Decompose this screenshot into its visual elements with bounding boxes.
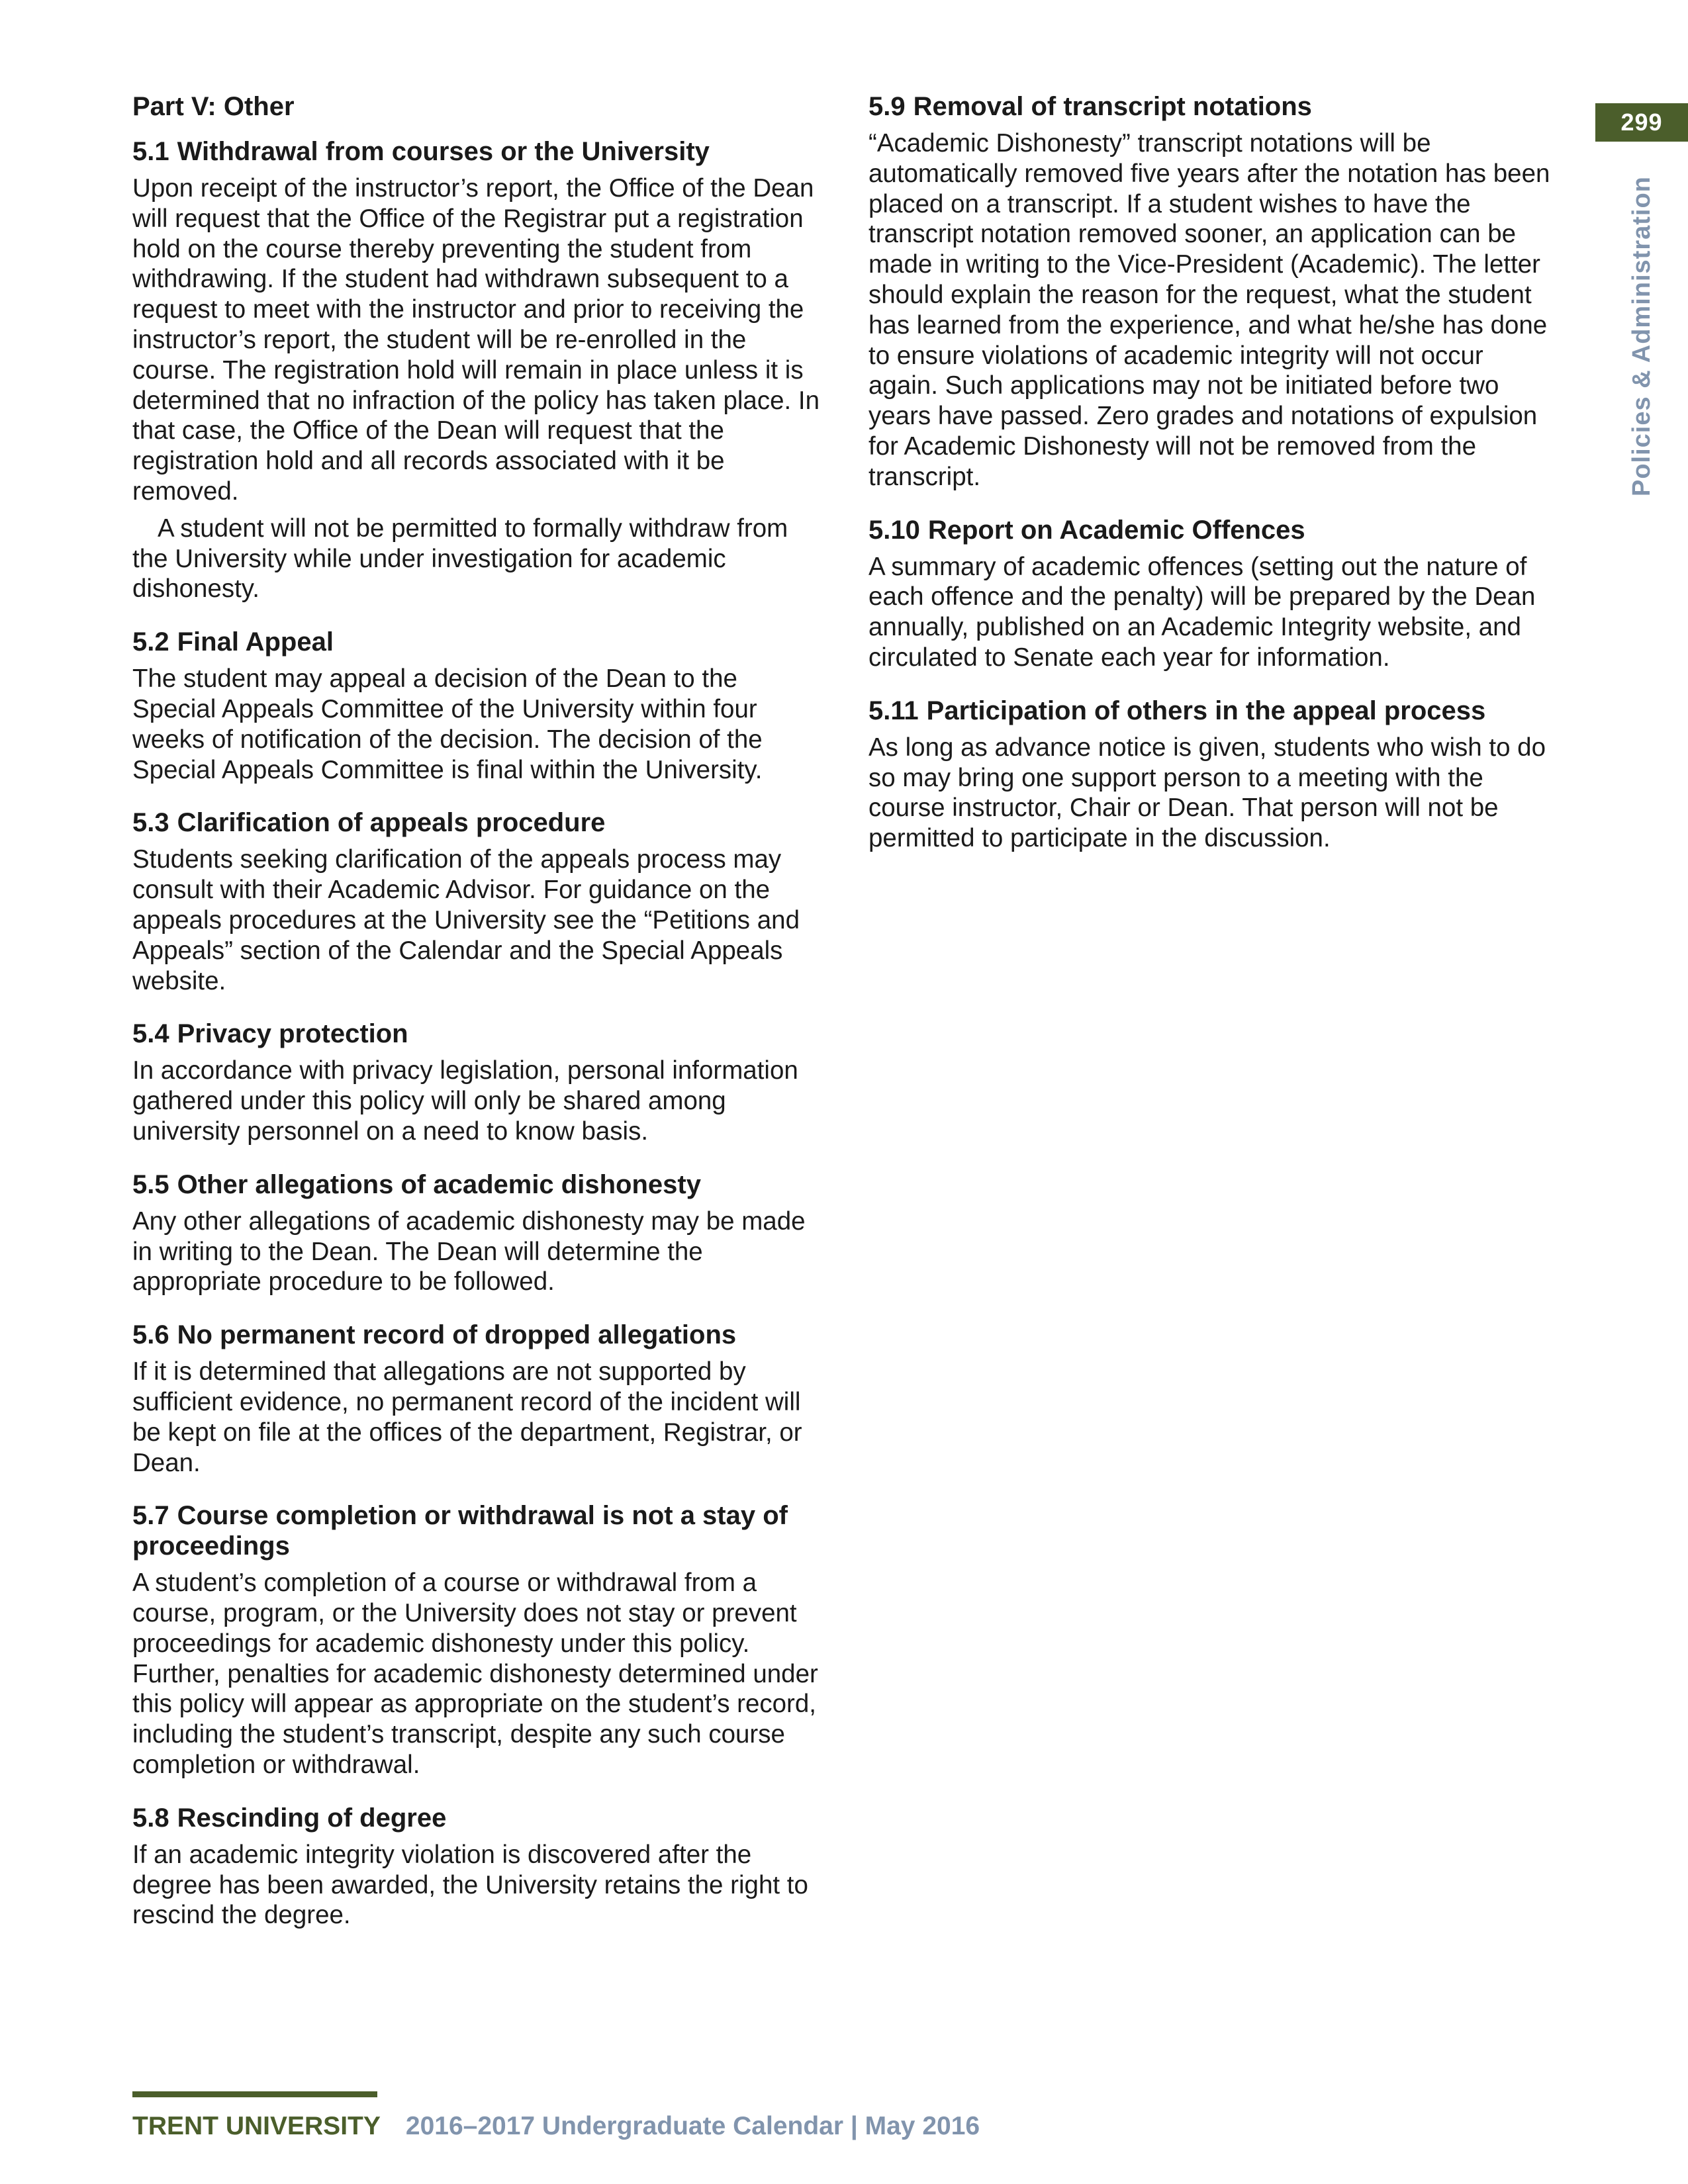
section-title: Report on Academic Offences	[927, 515, 1305, 545]
section-number: 5.9	[868, 92, 906, 121]
paragraph: A student will not be permitted to formally withdraw from the University while under investigation for academic dishonesty.	[132, 514, 788, 604]
section-title: Participation of others in the appeal process	[926, 696, 1486, 725]
footer-calendar: 2016–2017 Undergraduate Calendar | May 2016	[405, 2112, 980, 2140]
paragraph: A student’s completion of a course or withdrawal from a course, program, or the University does not stay or prevent proceedings for academic dishonesty under this policy. Further, penalties for academic dishonesty determined under this policy will appear as appropriate on the student’s record, including the student’s transcript, despite any such course completion or withdrawal.	[132, 1569, 818, 1780]
paragraph: In accordance with privacy legislation, personal information gathered under this policy will only be shared among university personnel on a need to know basis.	[132, 1056, 798, 1146]
section-heading	[868, 515, 1557, 545]
paragraph: If an academic integrity violation is discovered after the degree has been awarded, the University retains the right to rescind the degree.	[132, 1840, 808, 1930]
part-title: Part V: Other	[132, 92, 295, 121]
paragraph: “Academic Dishonesty” transcript notations will be automatically removed five years after the notation has been placed on a transcript. If a student wishes to have the transcript notation removed sooner, an application can be made in writing to the Vice-President (Academic). The letter should explain the reason for the request, what the student has learned from the experience, and what he/she has done to ensure violations of academic integrity will not occur again. Such applications may not be initiated before two years have passed. Zero grades and notations of expulsion for Academic Dishonesty will not be removed from the transcript.	[868, 129, 1550, 491]
section-title: Removal of transcript notations	[913, 92, 1312, 121]
section-heading	[132, 1803, 821, 1833]
section-heading	[132, 1019, 821, 1049]
section-number: 5.1	[132, 137, 169, 166]
section-heading	[868, 91, 1557, 122]
footer	[132, 2111, 980, 2142]
section-title: Clarification of appeals procedure	[177, 808, 606, 838]
section-5-3	[132, 807, 821, 996]
paragraph: Any other allegations of academic dishonesty may be made in writing to the Dean. The Dean will determine the appropriate procedure to be followed.	[132, 1206, 806, 1297]
section-heading	[132, 1320, 821, 1350]
section-number: 5.8	[132, 1803, 169, 1833]
section-number: 5.10	[868, 515, 920, 545]
section-title: Final Appeal	[177, 627, 334, 657]
paragraph: Students seeking clarification of the appeals process may consult with their Academic Advisor. For guidance on the appeals procedures at the University see the “Petitions and Appeals” section of the Calendar and the Special Appeals website.	[132, 845, 800, 995]
section-number: 5.6	[132, 1320, 169, 1350]
paragraph: Upon receipt of the instructor’s report, the Office of the Dean will request that the Office of the Registrar put a registration hold on the course thereby preventing the student from withdrawing. If the student had withdrawn subsequent to a request to meet with the instructor and prior to receiving the instructor’s report, the student will be re-enrolled in the course. The registration hold will remain in place unless it is determined that no infraction of the policy has taken place. In that case, the Office of the Dean will request that the registration hold and all records associated with it be removed.	[132, 174, 820, 506]
paragraph: As long as advance notice is given, students who wish to do so may bring one support person to a meeting with the course instructor, Chair or Dean. That person will not be permitted to participate in the discussion.	[868, 733, 1546, 853]
section-title: No permanent record of dropped allegations	[177, 1320, 737, 1350]
section-title: Rescinding of degree	[177, 1803, 447, 1833]
section-heading	[132, 136, 821, 167]
section-number: 5.4	[132, 1019, 169, 1049]
paragraph: The student may appeal a decision of the Dean to the Special Appeals Committee of the University within four weeks of notification of the decision. The decision of the Special Appeals Committee is final within the University.	[132, 664, 763, 784]
section-5-9	[868, 91, 1557, 492]
left-column	[132, 91, 821, 1953]
paragraph: A summary of academic offences (setting out the nature of each offence and the penalty) will be prepared by the Dean annually, published on an Academic Integrity website, and circulated to Senate each year for information.	[868, 552, 1536, 672]
section-number: 5.2	[132, 627, 169, 657]
section-5-4	[132, 1019, 821, 1146]
section-5-1	[132, 136, 821, 604]
section-5-7	[132, 1500, 821, 1780]
section-heading	[132, 807, 821, 838]
page-number-badge: 299	[1595, 103, 1688, 142]
section-5-8	[132, 1803, 821, 1931]
section-side-label: Policies & Administration	[1628, 176, 1656, 496]
footer-university: TRENT UNIVERSITY	[132, 2112, 381, 2140]
section-title: Privacy protection	[177, 1019, 408, 1049]
section-heading	[132, 627, 821, 657]
right-column	[868, 91, 1557, 876]
section-5-10	[868, 515, 1557, 673]
section-number: 5.5	[132, 1169, 169, 1199]
section-heading	[132, 1500, 821, 1561]
section-5-6	[132, 1320, 821, 1478]
section-heading	[132, 1169, 821, 1200]
section-number: 5.3	[132, 808, 169, 838]
section-5-5	[132, 1169, 821, 1297]
footer-rule	[132, 2091, 377, 2097]
section-title: Course completion or withdrawal is not a stay of proceedings	[132, 1501, 788, 1561]
section-number: 5.7	[132, 1501, 169, 1531]
section-title: Other allegations of academic dishonesty	[177, 1169, 701, 1199]
section-5-11	[868, 696, 1557, 854]
section-5-2	[132, 627, 821, 785]
paragraph: If it is determined that allegations are not supported by sufficient evidence, no permanent record of the incident will be kept on file at the offices of the department, Registrar, or Dean.	[132, 1357, 802, 1477]
section-number: 5.11	[868, 696, 919, 725]
section-heading	[868, 696, 1557, 726]
section-title: Withdrawal from courses or the University	[177, 137, 710, 166]
